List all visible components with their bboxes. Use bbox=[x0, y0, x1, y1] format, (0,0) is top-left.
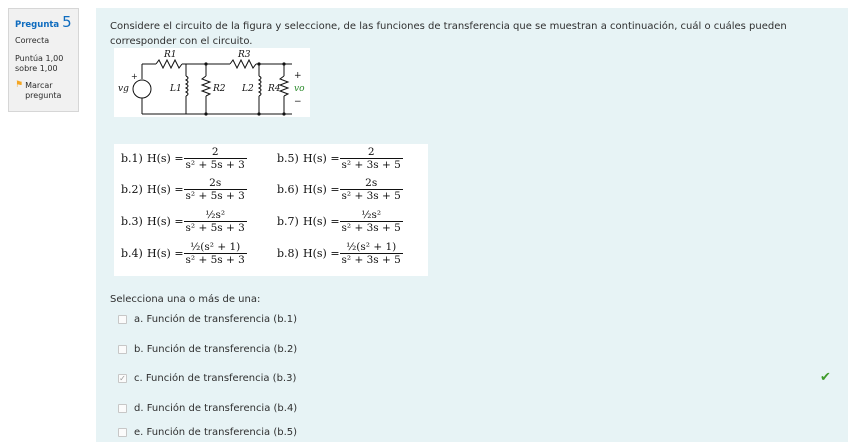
label-plus-src: + bbox=[131, 72, 138, 81]
answer-option-e[interactable] bbox=[118, 427, 297, 438]
formula-fraction bbox=[340, 241, 403, 266]
checkbox-icon[interactable] bbox=[118, 428, 127, 437]
answer-option-b[interactable] bbox=[118, 344, 297, 355]
formula-fraction bbox=[184, 177, 247, 202]
label-vg: vg bbox=[118, 84, 129, 94]
formula-numerator: 2s bbox=[209, 177, 222, 189]
formula-numerator: ½s² bbox=[205, 209, 226, 221]
formula-lhs: H(s) = bbox=[303, 247, 340, 260]
formula-label: b.6) bbox=[277, 183, 299, 196]
transfer-functions-image bbox=[114, 144, 428, 276]
formula-b5 bbox=[277, 146, 403, 171]
question-info-panel bbox=[8, 8, 79, 112]
formula-b2 bbox=[121, 177, 247, 202]
formula-fraction bbox=[184, 241, 247, 266]
checkbox-icon[interactable] bbox=[118, 315, 127, 324]
formula-lhs: H(s) = bbox=[147, 152, 184, 165]
question-text: Considere el circuito de la figura y seleccione, de las funciones de transferencia que se muestran a continuación, cuál o cuáles pueden corresponder con el circuito. bbox=[110, 21, 787, 47]
formula-label: b.5) bbox=[277, 152, 299, 165]
formula-denominator: s² + 3s + 5 bbox=[341, 222, 401, 234]
formula-b4 bbox=[121, 241, 247, 266]
option-label: d. Función de transferencia (b.4) bbox=[134, 403, 298, 414]
formula-lhs: H(s) = bbox=[303, 215, 340, 228]
question-content bbox=[96, 8, 848, 442]
formula-b6 bbox=[277, 177, 403, 202]
option-label: a. Función de transferencia (b.1) bbox=[134, 314, 297, 325]
formula-numerator: 2 bbox=[367, 146, 375, 158]
formula-denominator: s² + 3s + 5 bbox=[341, 254, 401, 266]
formula-label: b.1) bbox=[121, 152, 143, 165]
label-r3: R3 bbox=[238, 50, 251, 60]
grade-line-2: sobre 1,00 bbox=[15, 64, 58, 74]
formula-fraction bbox=[340, 146, 403, 171]
formula-lhs: H(s) = bbox=[303, 152, 340, 165]
formula-b8 bbox=[277, 241, 403, 266]
formula-denominator: s² + 5s + 3 bbox=[185, 254, 245, 266]
formula-numerator: ½(s² + 1) bbox=[346, 241, 397, 253]
label-vo: vo bbox=[294, 84, 305, 94]
option-label: e. Función de transferencia (b.5) bbox=[134, 427, 298, 438]
label-minus-out: − bbox=[294, 97, 302, 107]
formula-denominator: s² + 5s + 3 bbox=[185, 222, 245, 234]
formula-fraction bbox=[184, 146, 247, 171]
label-r4: R4 bbox=[268, 84, 281, 94]
formula-numerator: 2 bbox=[211, 146, 219, 158]
checkbox-icon[interactable] bbox=[118, 345, 127, 354]
formula-fraction bbox=[184, 209, 247, 234]
question-state: Correcta bbox=[15, 35, 50, 45]
answer-option-c[interactable] bbox=[118, 373, 296, 384]
formula-b7 bbox=[277, 209, 403, 234]
label-l2: L2 bbox=[242, 84, 254, 94]
formula-label: b.7) bbox=[277, 215, 299, 228]
answer-option-d[interactable] bbox=[118, 403, 297, 414]
question-grade bbox=[15, 54, 78, 75]
formula-numerator: ½(s² + 1) bbox=[190, 241, 241, 253]
formula-denominator: s² + 3s + 5 bbox=[341, 190, 401, 202]
label-l1: L1 bbox=[170, 84, 182, 94]
formula-label: b.2) bbox=[121, 183, 143, 196]
label-r2: R2 bbox=[213, 84, 226, 94]
formula-lhs: H(s) = bbox=[303, 183, 340, 196]
option-label: b. Función de transferencia (b.2) bbox=[134, 344, 298, 355]
flag-label-line-1: Marcar bbox=[25, 80, 53, 90]
question-number: 5 bbox=[62, 13, 72, 31]
flag-label bbox=[25, 81, 61, 102]
formula-denominator: s² + 3s + 5 bbox=[341, 159, 401, 171]
formula-numerator: ½s² bbox=[361, 209, 382, 221]
flag-label-line-2: pregunta bbox=[25, 91, 62, 101]
formula-label: b.8) bbox=[277, 247, 299, 260]
formula-b3 bbox=[121, 209, 247, 234]
formula-label: b.3) bbox=[121, 215, 143, 228]
formula-fraction bbox=[340, 177, 403, 202]
formula-denominator: s² + 5s + 3 bbox=[185, 190, 245, 202]
checkmark-icon: ✔ bbox=[820, 370, 831, 385]
question-number-heading bbox=[15, 13, 78, 33]
formula-denominator: s² + 5s + 3 bbox=[185, 159, 245, 171]
flag-icon: ⚑ bbox=[15, 79, 24, 90]
question-label: Pregunta bbox=[15, 20, 60, 30]
formula-fraction bbox=[340, 209, 403, 234]
answer-prompt: Selecciona una o más de una: bbox=[110, 294, 261, 305]
checkbox-icon[interactable]: ✓ bbox=[119, 374, 126, 383]
formula-lhs: H(s) = bbox=[147, 247, 184, 260]
grade-line-1: Puntúa 1,00 bbox=[15, 53, 64, 63]
label-r1: R1 bbox=[164, 50, 177, 60]
circuit-diagram bbox=[114, 48, 310, 117]
option-label: c. Función de transferencia (b.3) bbox=[134, 373, 297, 384]
formula-b1 bbox=[121, 146, 247, 171]
formula-label: b.4) bbox=[121, 247, 143, 260]
formula-numerator: 2s bbox=[365, 177, 378, 189]
formula-lhs: H(s) = bbox=[147, 215, 184, 228]
answer-option-a[interactable] bbox=[118, 314, 297, 325]
formula-lhs: H(s) = bbox=[147, 183, 184, 196]
flag-question-link[interactable] bbox=[15, 81, 78, 102]
checkbox-icon[interactable] bbox=[118, 404, 127, 413]
label-plus-out: + bbox=[294, 71, 302, 81]
